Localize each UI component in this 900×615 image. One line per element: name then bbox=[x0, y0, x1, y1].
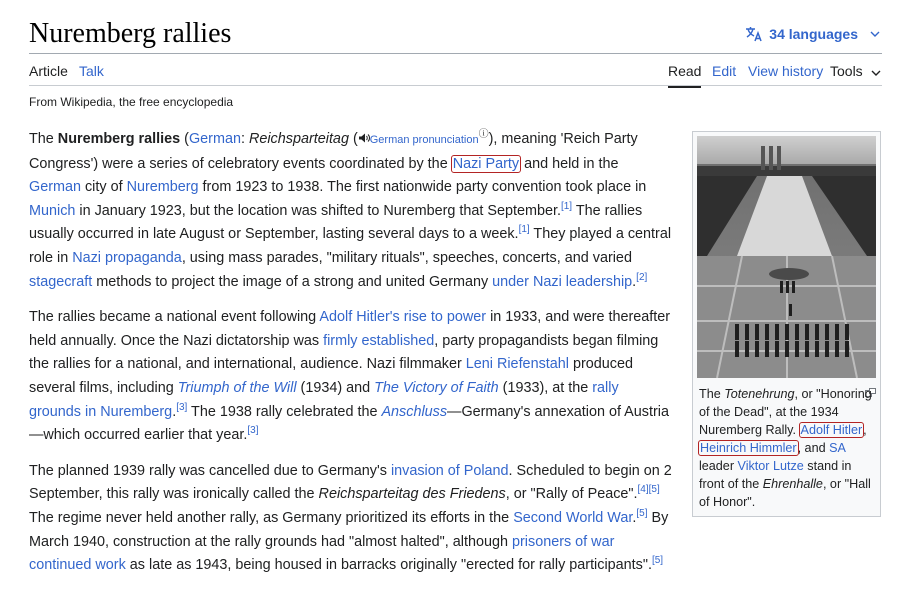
text: The rallies became a national event following bbox=[29, 309, 320, 326]
link-sa[interactable]: SA bbox=[829, 441, 846, 455]
link-anschluss[interactable]: Anschluss bbox=[381, 403, 448, 420]
languages-button[interactable] bbox=[745, 26, 880, 42]
chevron-down-icon bbox=[871, 63, 881, 79]
link-invasion-of-poland[interactable]: invasion of Poland bbox=[390, 462, 509, 479]
link-pronunciation[interactable]: German pronunciation bbox=[369, 134, 479, 146]
text: . bbox=[632, 509, 637, 526]
link-triumph-of-the-will[interactable]: Triumph of the Will bbox=[177, 379, 297, 396]
title-divider bbox=[29, 53, 882, 54]
italic-term: Ehrenhalle bbox=[762, 477, 823, 491]
text: , or "Rally of Peace". bbox=[505, 486, 638, 503]
reference-link[interactable]: [4][5] bbox=[637, 484, 660, 496]
text: They played a central role in bbox=[29, 226, 672, 266]
tab-article[interactable]: Article bbox=[29, 63, 68, 79]
text: : bbox=[240, 131, 249, 147]
text: The 1938 rally celebrated the bbox=[187, 403, 382, 420]
infobox bbox=[692, 131, 881, 517]
link-nazi-party[interactable]: Nazi Party bbox=[452, 155, 520, 172]
tab-edit[interactable]: Edit bbox=[712, 63, 737, 79]
text: , and bbox=[797, 441, 830, 455]
page-tabs bbox=[29, 55, 882, 85]
text: from 1923 to 1938. The first nationwide party convention took place in bbox=[198, 179, 647, 196]
reference-link[interactable]: [1] bbox=[518, 224, 530, 236]
tabs-divider bbox=[29, 85, 882, 86]
text: The bbox=[29, 131, 58, 147]
text: (1933), at the bbox=[498, 379, 593, 396]
text: By March 1940, construction at the rally grounds had "almost halted", although bbox=[29, 509, 669, 550]
text: ( bbox=[348, 131, 358, 147]
text: , using mass parades, "military rituals", speeches, concerts, and varied bbox=[181, 249, 632, 266]
link-nazi-propaganda[interactable]: Nazi propaganda bbox=[72, 249, 182, 266]
tab-read[interactable]: Read bbox=[668, 63, 701, 88]
paragraph-1 bbox=[29, 128, 674, 294]
reference-link[interactable]: [5] bbox=[636, 508, 648, 520]
text: , bbox=[863, 423, 867, 437]
text: ( bbox=[180, 131, 189, 147]
link-second-world-war[interactable]: Second World War bbox=[513, 509, 633, 526]
italic-term: Reichsparteitag des Friedens bbox=[318, 486, 506, 503]
text: . bbox=[632, 273, 637, 290]
tools-menu[interactable] bbox=[830, 63, 881, 79]
page-title: Nuremberg rallies bbox=[29, 18, 232, 49]
link-viktor-lutze[interactable]: Viktor Lutze bbox=[737, 459, 804, 473]
article-body bbox=[29, 128, 674, 590]
italic-term: Reichsparteitag bbox=[248, 131, 349, 147]
link-stagecraft[interactable]: stagecraft bbox=[29, 273, 93, 290]
text: and held in the bbox=[520, 155, 619, 172]
info-icon[interactable]: ⓘ bbox=[478, 129, 489, 141]
link-heinrich-himmler[interactable]: Heinrich Himmler bbox=[700, 441, 797, 455]
text: stand in front of the bbox=[699, 459, 852, 491]
text: leader bbox=[699, 459, 738, 473]
translate-icon bbox=[745, 26, 763, 42]
text: , or "Honoring of the Dead", at the 1934 Nuremberg Rally. bbox=[699, 387, 872, 437]
bold-term: Nuremberg rallies bbox=[57, 131, 181, 147]
text: in January 1923, but the location was shifted to Nuremberg that September. bbox=[75, 202, 561, 219]
text: The rallies usually occurred in late August or September, lasting several days to a week. bbox=[29, 202, 643, 243]
reference-link[interactable]: [1] bbox=[560, 200, 573, 212]
paragraph-2 bbox=[29, 306, 674, 448]
reference-link[interactable]: [2] bbox=[636, 271, 648, 283]
link-hitler-rise[interactable]: Adolf Hitler's rise to power bbox=[319, 309, 487, 326]
text: ), meaning 'Reich Party Congress') were a series of celebratory events coordinated by the bbox=[29, 131, 638, 172]
link-nuremberg[interactable]: Nuremberg bbox=[126, 179, 199, 196]
speaker-icon[interactable] bbox=[358, 131, 370, 147]
link-germany[interactable]: German bbox=[29, 179, 81, 196]
link-munich[interactable]: Munich bbox=[29, 202, 76, 219]
text: as late as 1943, being housed in barracks originally "erected for rally participants". bbox=[125, 557, 652, 574]
text: The bbox=[699, 387, 725, 401]
site-tagline: From Wikipedia, the free encyclopedia bbox=[29, 95, 234, 109]
tab-view-history[interactable]: View history bbox=[748, 63, 824, 79]
link-victory-of-faith[interactable]: The Victory of Faith bbox=[374, 379, 499, 396]
reference-link[interactable]: [3] bbox=[176, 401, 188, 413]
text: city of bbox=[80, 179, 127, 196]
link-german[interactable]: German bbox=[188, 131, 241, 147]
link-leni-riefenstahl[interactable]: Leni Riefenstahl bbox=[465, 356, 569, 373]
link-adolf-hitler[interactable]: Adolf Hitler bbox=[800, 423, 863, 437]
text: in 1933, and were thereafter held annually. Once the Nazi dictatorship was bbox=[29, 309, 671, 349]
italic-term: Totenehrung bbox=[724, 387, 795, 401]
link-nazi-leadership[interactable]: under Nazi leadership bbox=[492, 273, 633, 290]
text: —Germany's annexation of Austria—which occurred earlier that year. bbox=[29, 403, 669, 444]
text: produced several films, including bbox=[29, 356, 633, 396]
reference-link[interactable]: [5] bbox=[651, 555, 664, 567]
text: The planned 1939 rally was cancelled due to Germany's bbox=[29, 462, 391, 479]
text: , or "Hall of Honor". bbox=[699, 477, 871, 509]
paragraph-3 bbox=[29, 460, 674, 578]
tools-label: Tools bbox=[830, 63, 863, 79]
link-prisoners-of-war[interactable]: prisoners of war continued work bbox=[29, 533, 615, 574]
text: The regime never held another rally, as Germany prioritized its efforts in the bbox=[29, 509, 514, 526]
text: . Scheduled to begin on 2 September, this rally was ironically called the bbox=[29, 462, 672, 503]
infobox-caption bbox=[699, 385, 877, 511]
reference-link[interactable]: [3] bbox=[247, 425, 259, 437]
chevron-down-icon bbox=[870, 31, 880, 37]
link-firmly-established[interactable]: firmly established bbox=[323, 332, 435, 349]
text: , party propagandists began filming the rallies for a national, and international, audience. Nazi filmmaker bbox=[29, 332, 659, 373]
tab-talk[interactable]: Talk bbox=[79, 63, 104, 79]
rally-photo[interactable] bbox=[697, 136, 876, 378]
link-rally-grounds[interactable]: rally grounds in Nuremberg bbox=[29, 379, 619, 420]
text: (1934) and bbox=[296, 379, 375, 396]
text: . bbox=[172, 403, 177, 420]
languages-label: 34 languages bbox=[769, 26, 858, 42]
text: methods to project the image of a strong and united Germany bbox=[92, 273, 493, 290]
